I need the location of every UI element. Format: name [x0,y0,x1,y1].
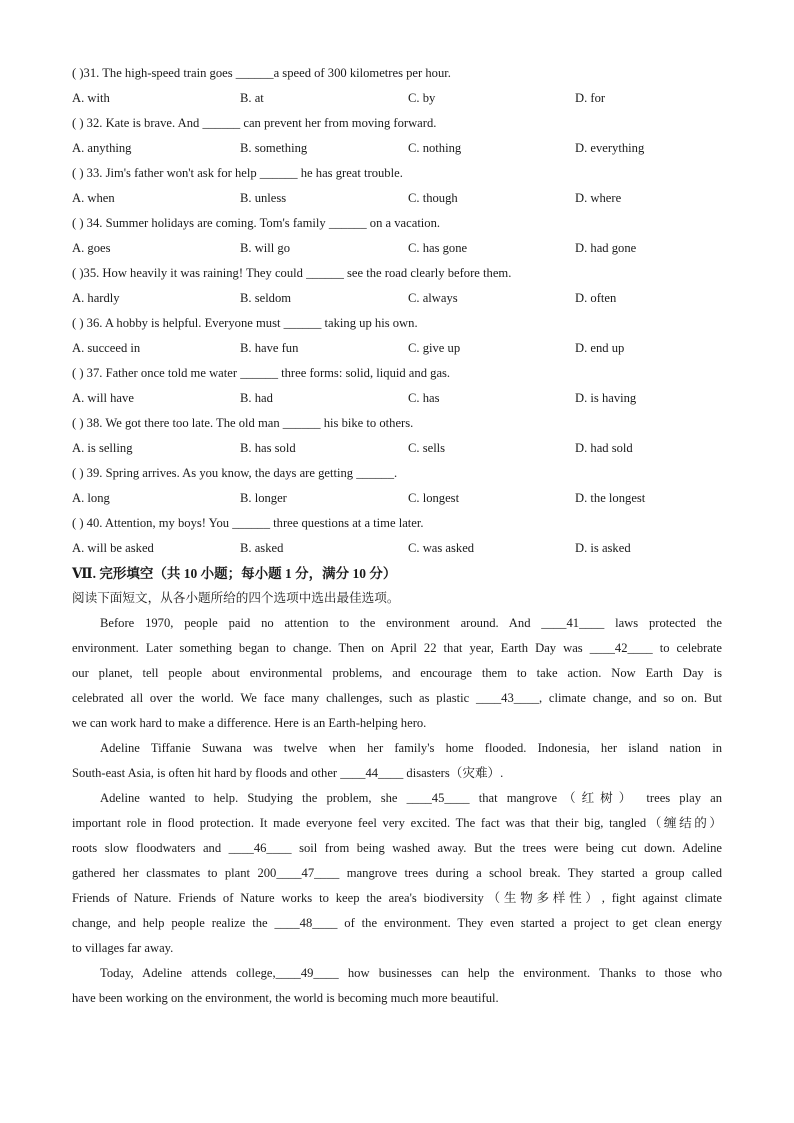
question-options [72,486,722,511]
option-a: A. with [72,91,110,105]
option-c: C. longest [408,491,460,505]
question-stem: ( ) 33. Jim's father won't ask for help ______ he has great trouble. [72,166,403,180]
passage-line: gathered her classmates to plant 200____47____ mangrove trees during a school break. They started a group called [72,866,722,880]
option-c: C. by [408,91,436,105]
option-d: D. where [575,191,622,205]
question-options [72,336,722,361]
passage-line: we can work hard to make a difference. Here is an Earth-helping hero. [72,716,427,730]
option-a: A. anything [72,141,132,155]
option-d: D. had gone [575,241,637,255]
question-stem: ( ) 36. A hobby is helpful. Everyone must ______ taking up his own. [72,316,418,330]
question-stem: ( ) 40. Attention, my boys! You ______ three questions at a time later. [72,516,424,530]
cloze-passage [72,611,722,1011]
question-stem: ( )31. The high-speed train goes ______a speed of 300 kilometres per hour. [72,66,451,80]
option-c: C. has gone [408,241,468,255]
option-b: B. longer [240,491,287,505]
question-stem: ( ) 32. Kate is brave. And ______ can prevent her from moving forward. [72,116,437,130]
question-stem: ( ) 38. We got there too late. The old man ______ his bike to others. [72,416,414,430]
option-a: A. hardly [72,291,120,305]
option-a: A. goes [72,241,111,255]
option-d: D. is having [575,391,637,405]
option-b: B. something [240,141,308,155]
option-c: C. sells [408,441,446,455]
passage-line: important role in flood protection. It made everyone feel very excited. The fact was that their big, tangled（缠结的） [72,816,722,830]
section-title: Ⅶ. 完形填空（共 10 小题；每小题 1 分，满分 10 分） [72,566,397,581]
question-stem: ( ) 34. Summer holidays are coming. Tom's family ______ on a vacation. [72,216,441,230]
option-d: D. everything [575,141,645,155]
option-d: D. often [575,291,617,305]
option-b: B. have fun [240,341,299,355]
passage-line: Friends of Nature. Friends of Nature works to keep the area's biodiversity（生物多样性）, fight against climate [72,891,722,905]
passage-line: change, and help people realize the ____48____ of the environment. They even started a project to get clean energy [72,916,722,930]
passage-line: environment. Later something began to change. Then on April 22 that year, Earth Day was ____42____ to celebrate [72,641,722,655]
option-d: D. had sold [575,441,633,455]
passage-line: to villages far away. [72,941,174,955]
question-options [72,186,722,211]
question-options [72,236,722,261]
option-a: A. when [72,191,115,205]
passage-line: Today, Adeline attends college,____49____ how businesses can help the environment. Thanks to those who [100,966,722,980]
option-a: A. will have [72,391,134,405]
question-stem: ( ) 37. Father once told me water ______ three forms: solid, liquid and gas. [72,366,451,380]
option-b: B. will go [240,241,291,255]
option-a: A. will be asked [72,541,154,555]
option-b: B. has sold [240,441,296,455]
question-options [72,436,722,461]
passage-line: celebrated all over the world. We face many challenges, such as plastic ____43____, climate change, and so on. But [72,691,722,705]
option-a: A. succeed in [72,341,141,355]
option-c: C. though [408,191,458,205]
question-options [72,286,722,311]
option-c: C. nothing [408,141,462,155]
question-options [72,536,722,561]
question-options [72,386,722,411]
option-b: B. seldom [240,291,292,305]
multiple-choice-section [72,61,722,561]
passage-line: roots slow floodwaters and ____46____ soil from being washed away. But the trees were being cut down. Adeline [72,841,722,855]
option-b: B. had [240,391,273,405]
passage-line: South-east Asia, is often hit hard by floods and other ____44____ disasters（灾难）. [72,766,504,780]
option-d: D. end up [575,341,625,355]
option-a: A. long [72,491,110,505]
section-instruction: 阅读下面短文，从各小题所给的四个选项中选出最佳选项。 [72,591,400,605]
passage-line: have been working on the environment, the world is becoming much more beautiful. [72,991,499,1005]
option-c: C. was asked [408,541,475,555]
passage-line: Adeline Tiffanie Suwana was twelve when her family's home flooded. Indonesia, her island nation in [100,741,722,755]
exam-page [72,61,722,1011]
question-stem: ( )35. How heavily it was raining! They could ______ see the road clearly before them. [72,266,512,280]
question-stem: ( ) 39. Spring arrives. As you know, the days are getting ______. [72,466,398,480]
option-c: C. always [408,291,458,305]
option-a: A. is selling [72,441,133,455]
option-c: C. has [408,391,440,405]
option-b: B. at [240,91,264,105]
question-options [72,136,722,161]
option-d: D. the longest [575,491,646,505]
question-options [72,86,722,111]
option-b: B. unless [240,191,287,205]
passage-line: our planet, tell people about environmental problems, and encourage them to take action. Now Earth Day is [72,666,722,680]
option-d: D. is asked [575,541,631,555]
passage-line: Before 1970, people paid no attention to the environment around. And ____41____ laws protected the [100,616,722,630]
option-c: C. give up [408,341,461,355]
passage-line: Adeline wanted to help. Studying the problem, she ____45____ that mangrove（红树） trees play an [100,791,722,805]
option-d: D. for [575,91,606,105]
option-b: B. asked [240,541,284,555]
